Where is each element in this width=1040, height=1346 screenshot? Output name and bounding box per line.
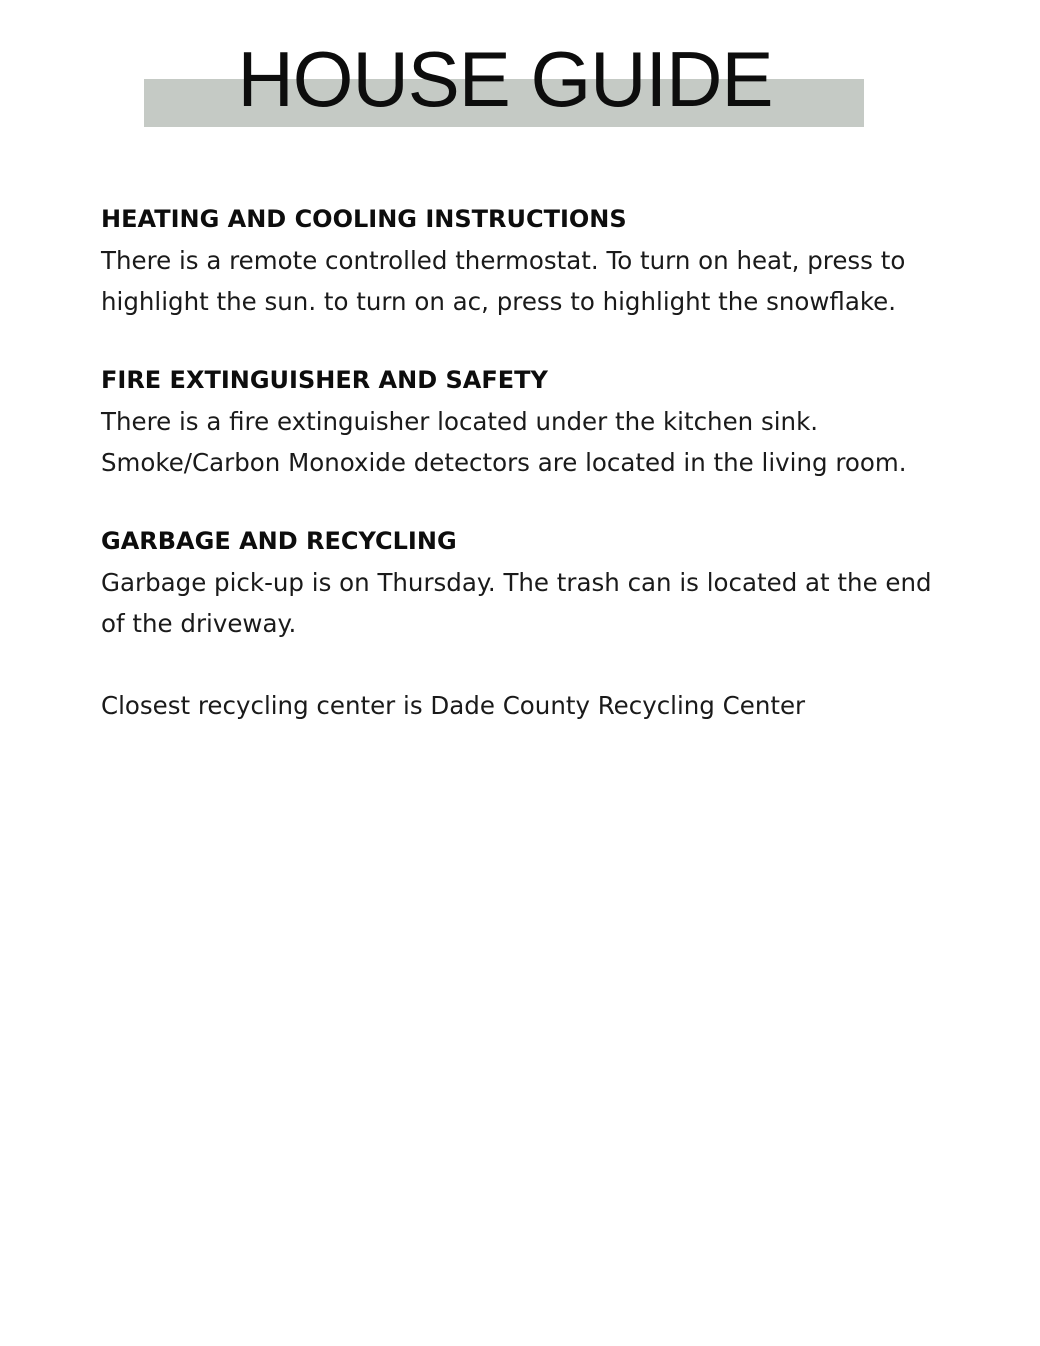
section-heading: FIRE EXTINGUISHER AND SAFETY: [101, 366, 548, 394]
page-title: HOUSE GUIDE: [237, 35, 773, 123]
recycling-center-note: Closest recycling center is Dade County Recycling Center: [101, 691, 806, 720]
section-body: There is a remote controlled thermostat. To turn on heat, press to highlight the sun. to turn on ac, press to highlight the snowflake.: [101, 246, 906, 316]
section-heading: HEATING AND COOLING INSTRUCTIONS: [101, 205, 627, 233]
section-heating-cooling: [101, 202, 941, 322]
section-heading: GARBAGE AND RECYCLING: [101, 527, 457, 555]
section-body: There is a fire extinguisher located under the kitchen sink. Smoke/Carbon Monoxide detectors are located in the living room.: [101, 407, 907, 477]
section-garbage-recycling: [101, 524, 941, 644]
section-fire-safety: [101, 363, 941, 483]
guide-content: [101, 202, 941, 726]
section-body: Garbage pick-up is on Thursday. The trash can is located at the end of the driveway.: [101, 568, 932, 638]
